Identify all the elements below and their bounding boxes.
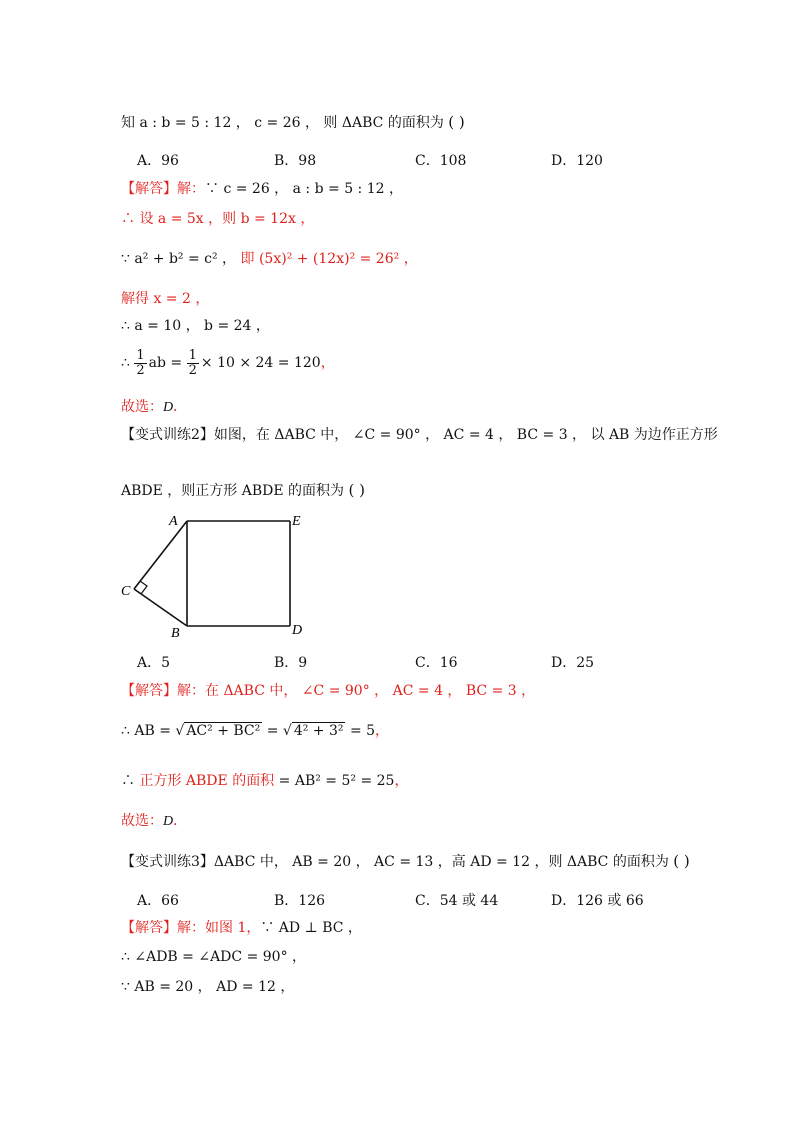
right-angle-mark [140, 581, 147, 594]
q3-answer-paren: ( ) [673, 852, 690, 870]
q2-tag: 【变式训练2】 [121, 427, 214, 443]
a3-line-2 [121, 948, 306, 966]
a1-l3a: ∵ a² + b² = c² ， [121, 251, 237, 267]
q2-option-c: C．16 [415, 655, 458, 671]
a2-line-4 [121, 812, 187, 831]
a2-l4b: D [163, 814, 174, 829]
q3-stem [121, 852, 690, 871]
q1-option-d: D．120 [551, 153, 603, 169]
a2-sqrt-2: 4² + 3² [293, 723, 344, 739]
label-d: D [292, 623, 303, 638]
a2-line-2 [121, 722, 389, 740]
a1-line-7 [121, 398, 187, 417]
q2-option-a: A．5 [137, 655, 171, 671]
a1-fraction-2 [187, 349, 199, 378]
a2-sqrt-1: AC² + BC² [186, 723, 261, 739]
a1-l6-mid: ab = [148, 355, 183, 371]
a2-l3b: 正方形 ABDE 的面积 [139, 773, 275, 789]
label-e: E [292, 514, 301, 529]
q2-stem2: ABDE ，则正方形 ABDE 的面积为 [121, 483, 345, 499]
a1-l2: ∴ 设 a = 5x ，则 b = 12x ， [121, 211, 315, 227]
a1-line-5 [121, 317, 270, 335]
a1-l4: 解得 x = 2 ， [121, 291, 210, 307]
a3-tag: 【解答】解：如图 1， [121, 920, 261, 936]
a1-line-4 [121, 290, 209, 308]
triangle-side-ac [134, 521, 187, 589]
a2-l3d: ， [394, 773, 409, 789]
sqrt-sign-icon: √ [282, 723, 292, 739]
q2-figure-lines [134, 521, 290, 626]
a2-l4c: ． [173, 813, 188, 829]
q3-option-b: B．126 [274, 893, 326, 909]
a1-l3b: 即 (5x)² + (12x)² = 26² ， [240, 251, 418, 267]
q1-stem [121, 113, 465, 132]
q1-option-a: A．96 [137, 153, 179, 169]
a1-l6-end: ， [320, 355, 335, 371]
a2-l1: 在 ΔABC 中， ∠C = 90° ， AC = 4 ， BC = 3 ， [205, 683, 536, 699]
q3-stem-text: ΔABC 中， AB = 20 ， AC = 13 ，高 AD = 12 ，则 ΔABC 的面积为 [213, 854, 669, 870]
label-b: B [171, 626, 180, 641]
q1-answer-paren: ( ) [448, 113, 465, 131]
a1-l6-rest: × 10 × 24 = 120 [200, 355, 321, 371]
q3-option-d: D．126 或 66 [551, 893, 644, 909]
a2-l3c: = AB² = 5² = 25 [278, 773, 395, 789]
a1-tag: 【解答】解： [121, 181, 205, 197]
q2-answer-paren: ( ) [348, 481, 365, 499]
a1-l1: ∵ c = 26 ， a : b = 5 : 12 ， [205, 181, 403, 197]
q2-stem-line-1 [121, 426, 718, 444]
a3-l3a: ∵ AB = 20 ， AD = 12 ， [121, 979, 295, 995]
a1-l7b: D [163, 400, 174, 415]
q1-stem-text: 知 a : b = 5 : 12 ， c = 26 ， 则 ΔABC 的面积为 [121, 115, 444, 131]
a3-l2: ∴ ∠ADB = ∠ADC = 90° ， [121, 949, 307, 965]
a1-frac2-den: 2 [188, 362, 197, 378]
a1-l7a: 故选： [121, 399, 163, 415]
a1-frac2-num: 1 [188, 347, 197, 363]
a2-l2a: ∴ AB = [121, 723, 171, 739]
a1-line-6 [121, 348, 335, 378]
a1-frac1-den: 2 [136, 362, 145, 378]
a1-frac1-num: 1 [136, 347, 145, 363]
a3-l1: ∵ AD ⊥ BC ， [260, 920, 362, 936]
a1-line-1 [121, 180, 403, 198]
a2-line-1 [121, 682, 535, 700]
label-c: C [121, 584, 131, 599]
q2-option-d: D．25 [551, 655, 595, 671]
a2-l4a: 故选： [121, 813, 163, 829]
sqrt-sign-icon: √ [175, 723, 185, 739]
q1-option-b: B．98 [274, 153, 317, 169]
a2-tag: 【解答】解： [121, 683, 205, 699]
q2-option-b: B．9 [274, 655, 308, 671]
a2-l3a: ∴ [121, 773, 135, 789]
label-a: A [169, 514, 178, 529]
q3-option-a: A．66 [137, 893, 179, 909]
a3-line-3 [121, 978, 294, 996]
a1-l5: ∴ a = 10 ， b = 24 ， [121, 318, 270, 334]
a1-l7c: ． [173, 399, 188, 415]
a2-l2e: = 5 [349, 723, 376, 739]
q3-tag: 【变式训练3】 [121, 854, 214, 870]
a1-fraction-1 [134, 349, 146, 378]
triangle-side-cb [134, 589, 187, 626]
a1-l6-prefix: ∴ [121, 355, 130, 371]
a2-line-3 [121, 772, 408, 790]
a2-l2f: ， [375, 723, 390, 739]
q2-stem1: 如图，在 ΔABC 中， ∠C = 90° ， AC = 4 ， BC = 3 ， 以 AB 为边作正方形 [213, 427, 718, 443]
q2-stem-line-2 [121, 481, 365, 500]
q1-option-c: C．108 [415, 153, 467, 169]
a1-line-2 [121, 210, 314, 228]
a3-line-1 [121, 919, 362, 937]
a2-l2c: = [266, 723, 279, 739]
a1-line-3 [121, 250, 418, 268]
q3-option-c: C．54 或 44 [415, 893, 499, 909]
